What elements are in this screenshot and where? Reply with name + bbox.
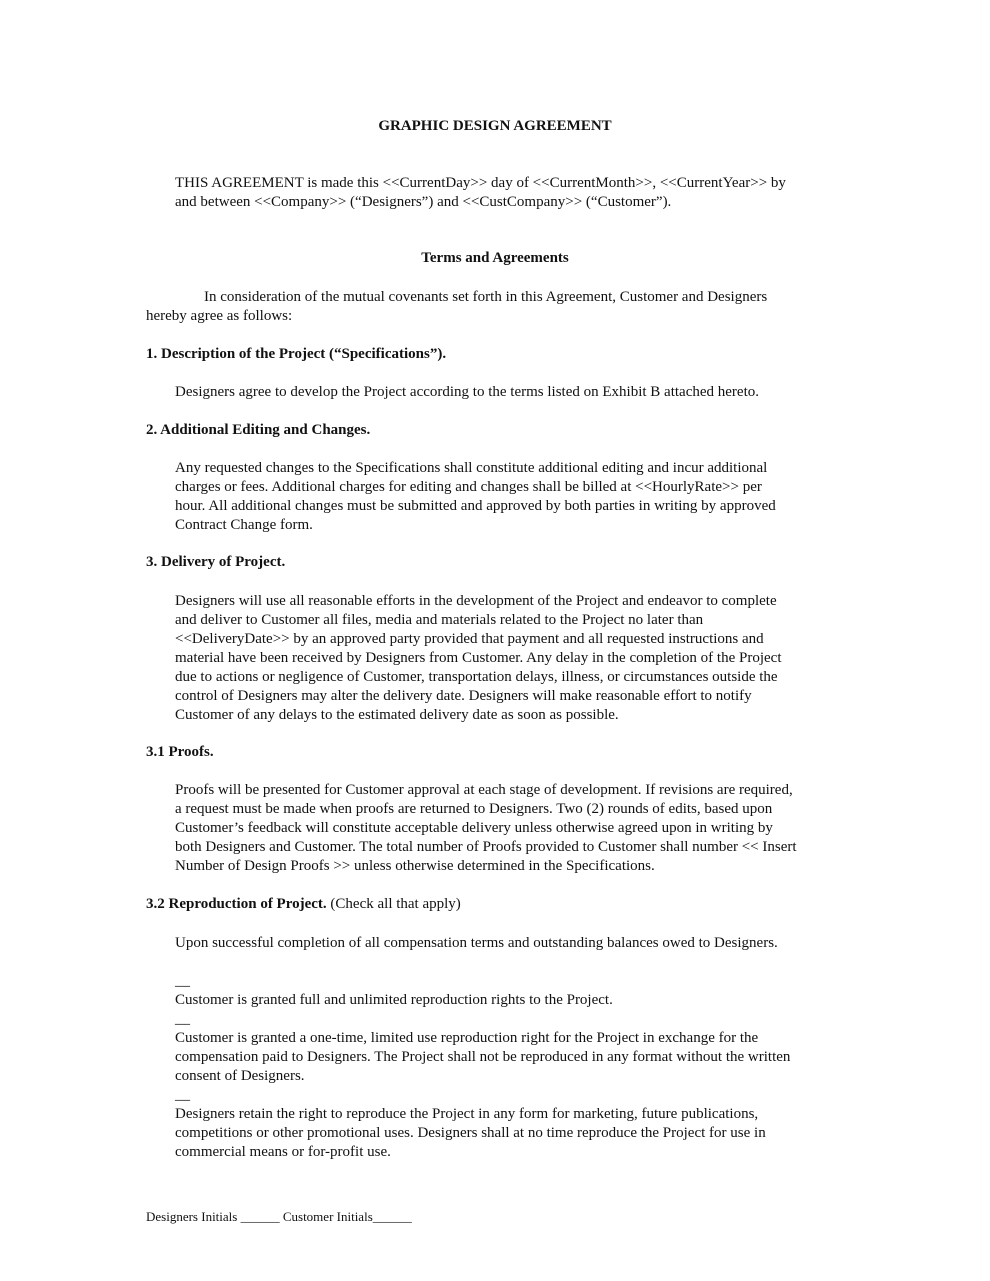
option-designer-rights — [175, 1086, 766, 1162]
section-3-2-title: 3.2 Reproduction of Project. — [146, 896, 327, 912]
section-1-heading: 1. Description of the Project (“Specifications”). — [146, 346, 447, 362]
check-blank: __ — [175, 1011, 190, 1027]
text-line — [175, 972, 613, 1010]
text-line: Designers will use all reasonable efforts in the development of the Project and endeavor to complete — [175, 593, 777, 609]
text-line: consent of Designers. — [175, 1068, 305, 1084]
section-3-body — [175, 592, 781, 725]
text-line: Number of Design Proofs >> unless otherwise determined in the Specifications. — [175, 858, 655, 874]
text-line: Customer of any delays to the estimated delivery date as soon as possible. — [175, 707, 619, 723]
text-line: and deliver to Customer all files, media and materials related to the Project no later than — [175, 612, 704, 628]
text-line: commercial means or for-profit use. — [175, 1144, 391, 1160]
text-line: both Designers and Customer. The total number of Proofs provided to Customer shall number << Insert — [175, 839, 797, 855]
section-3-1-heading: 3.1 Proofs. — [146, 744, 214, 760]
text-line — [175, 1086, 766, 1124]
option-text: Customer is granted a one-time, limited use reproduction right for the Project in exchange for the — [175, 1030, 759, 1046]
check-blank: __ — [175, 973, 190, 989]
text-line: compensation paid to Designers. The Project shall not be reproduced in any format without the written — [175, 1049, 791, 1065]
section-2-heading: 2. Additional Editing and Changes. — [146, 422, 371, 438]
intro-paragraph — [175, 174, 786, 212]
text-line: Contract Change form. — [175, 517, 313, 533]
text-line: material have been received by Designers from Customer. Any delay in the completion of the Project — [175, 650, 782, 666]
option-text: Customer is granted full and unlimited reproduction rights to the Project. — [175, 992, 613, 1008]
text-line: hour. All additional changes must be submitted and approved by both parties in writing by approved — [175, 498, 776, 514]
text-line: Upon successful completion of all compensation terms and outstanding balances owed to Designers. — [175, 935, 778, 951]
option-text: Designers retain the right to reproduce the Project in any form for marketing, future publications, — [175, 1106, 759, 1122]
check-blank: __ — [175, 1087, 190, 1103]
text-line: due to actions or negligence of Customer, transportation delays, illness, or circumstances outside the — [175, 669, 778, 685]
text-line: Any requested changes to the Specifications shall constitute additional editing and incur additional — [175, 460, 768, 476]
text-line: a request must be made when proofs are returned to Designers. Two (2) rounds of edits, based upon — [175, 801, 773, 817]
section-3-1-body — [175, 781, 797, 876]
section-3-2-note: (Check all that apply) — [326, 896, 461, 912]
text-line: In consideration of the mutual covenants set forth in this Agreement, Customer and Designers — [204, 289, 768, 305]
section-1-body — [175, 383, 759, 402]
initials-footer: Designers Initials ______ Customer Initials______ — [146, 1209, 412, 1224]
section-2-body — [175, 459, 776, 535]
document-title: GRAPHIC DESIGN AGREEMENT — [378, 118, 612, 134]
section-subtitle: Terms and Agreements — [421, 250, 569, 266]
text-line: THIS AGREEMENT is made this <<CurrentDay>> day of <<CurrentMonth>>, <<CurrentYear>> by — [175, 175, 786, 191]
text-line: hereby agree as follows: — [146, 308, 293, 324]
text-line: Customer’s feedback will constitute acceptable delivery unless otherwise agreed upon in writing by — [175, 820, 773, 836]
option-full-rights — [175, 972, 613, 1010]
text-line: Proofs will be presented for Customer approval at each stage of development. If revisions are required, — [175, 782, 793, 798]
text-line: <<DeliveryDate>> by an approved party provided that payment and all requested instructions and — [175, 631, 764, 647]
text-line: control of Designers may alter the delivery date. Designers will make reasonable effort to notify — [175, 688, 752, 704]
text-line: Designers agree to develop the Project according to the terms listed on Exhibit B attached hereto. — [175, 384, 759, 400]
section-3-2-heading — [146, 895, 461, 914]
text-line: competitions or other promotional uses. Designers shall at no time reproduce the Project for use in — [175, 1125, 766, 1141]
text-line: charges or fees. Additional charges for editing and changes shall be billed at <<HourlyRate>> per — [175, 479, 762, 495]
consideration-paragraph — [146, 288, 767, 326]
section-3-heading: 3. Delivery of Project. — [146, 554, 286, 570]
text-line: and between <<Company>> (“Designers”) and <<CustCompany>> (“Customer”). — [175, 194, 672, 210]
text-line — [175, 1010, 790, 1048]
option-one-time-rights — [175, 1010, 790, 1086]
section-3-2-body — [175, 934, 778, 953]
